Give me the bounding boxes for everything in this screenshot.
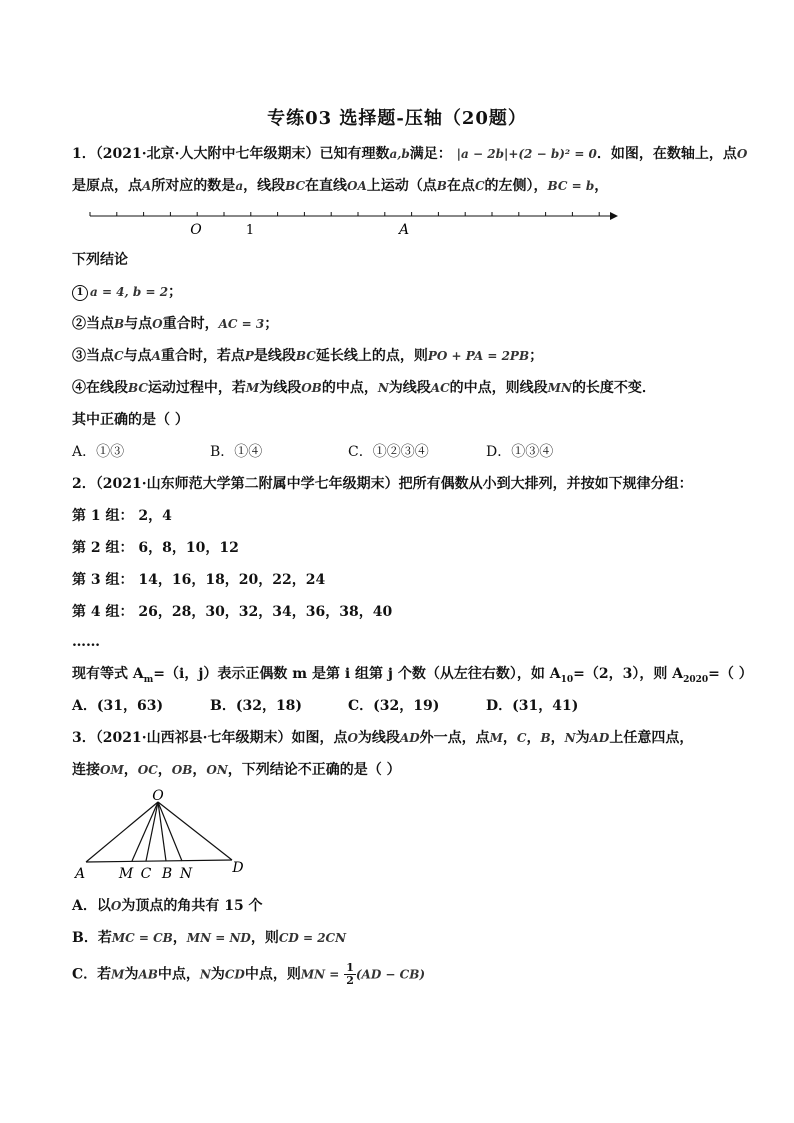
q1-text: 为线段: [388, 380, 431, 396]
q1-conclusions-head: 下列结论: [72, 252, 128, 268]
number-line-figure: [84, 204, 624, 240]
q1-var-oa: OA: [347, 179, 367, 193]
q3-var-o: O: [347, 731, 358, 745]
fraction-denominator: 2: [346, 974, 354, 987]
q1-equation: |a − 2b|+(2 − b)² = 0: [456, 147, 597, 161]
q1-option-b[interactable]: B．①④: [210, 444, 263, 460]
q1-text: 与点: [123, 348, 152, 364]
q2-subscript: 2020: [683, 674, 709, 685]
q1-conclusion-3: [72, 346, 732, 366]
q1-var-bc: BC: [295, 349, 316, 363]
q3-option-c[interactable]: [72, 962, 732, 987]
q1-conclusion-4: [72, 378, 732, 398]
q2-group-4: 第 4 组： 26，28，30，32，34，36，38，40: [72, 604, 393, 620]
q3-text: 中点，则: [244, 966, 301, 983]
q1-c3-math: PO + PA = 2PB: [427, 349, 530, 363]
segment-om: [132, 802, 158, 861]
q3-option-b[interactable]: [72, 928, 732, 948]
q3-var-c: C: [516, 731, 527, 745]
q3-var-ad: AD: [399, 731, 420, 745]
q1-text: 的中点，则线段: [449, 380, 548, 396]
q1-conclusion-2: [72, 314, 732, 334]
q3-text: ，则: [250, 930, 279, 946]
fig-label-o: O: [152, 788, 164, 804]
fig-label-d: D: [232, 860, 244, 876]
q2-group-2: 第 2 组： 6，8，10，12: [72, 540, 239, 556]
q1-stem-line2: [72, 176, 732, 196]
q3-text: ，: [502, 730, 517, 746]
q1-var-bc: BC: [128, 381, 148, 395]
q3-text: 中点，: [157, 966, 200, 983]
q1-text: 是原点，点: [72, 178, 142, 194]
q1-var-c: C: [474, 179, 485, 193]
q1-option-a[interactable]: A．①③: [72, 444, 125, 460]
q1-text: ，: [594, 178, 609, 194]
q3-var-n: N: [564, 731, 576, 745]
q1-var-a-point: A: [142, 179, 152, 193]
q1-var-ab: a,b: [389, 147, 410, 161]
fig-label-c: C: [140, 866, 152, 882]
axis-label-a: A: [398, 222, 410, 238]
q3-var-m: M: [489, 731, 503, 745]
q1-text: ②当点: [72, 316, 114, 332]
q1-var-o: O: [736, 147, 748, 161]
q1-stem-line1: [72, 144, 748, 164]
page-title: 专练03 选择题-压轴（20题）: [267, 108, 527, 129]
q1-var-ob: OB: [301, 381, 322, 395]
q2-options: [72, 696, 732, 716]
q3-stem-line2: [72, 760, 732, 780]
q3-var-ad: AD: [589, 731, 610, 745]
q1-text: 所对应的数是: [151, 178, 236, 194]
q1-var-c: C: [114, 349, 124, 363]
q1-text: 重合时，: [162, 316, 219, 332]
q2-text: =（ ）: [708, 666, 753, 682]
q1-text: 在点: [446, 178, 475, 194]
q2-option-c[interactable]: C．(32，19): [348, 698, 440, 714]
q3-var-ob: OB: [171, 763, 193, 777]
q3-text: C．若: [72, 966, 112, 983]
q1-text: 上运动（点: [366, 178, 437, 194]
q1-text: 为线段: [259, 380, 302, 396]
q3-text: 3．（2021·山西祁县·七年级期末）如图，点: [72, 730, 348, 746]
q3-text: 上任意四点，: [609, 730, 694, 746]
q1-var-n: N: [377, 381, 389, 395]
q3-text: ，下列结论不正确的是（ ）: [227, 762, 401, 778]
q1-text: 的长度不变．: [571, 380, 656, 396]
q3-option-a[interactable]: [72, 896, 732, 916]
q3-var-ab: AB: [138, 967, 158, 982]
q1-conclusion-1: [72, 282, 732, 302]
q1-text: 运动过程中，若: [147, 380, 246, 396]
q1-var-p: P: [244, 349, 254, 363]
q1-text: 的中点，: [321, 380, 378, 396]
q3-stem-line1: [72, 728, 732, 748]
q3-text: 为: [210, 966, 225, 983]
q1-option-c[interactable]: C．①②③④: [348, 444, 429, 460]
q3-var-b: B: [540, 731, 551, 745]
q1-stem-text: 1．（2021·北京·人大附中七年级期末）已知有理数: [72, 146, 390, 162]
q2-subscript: m: [143, 674, 154, 685]
q2-group-1: 第 1 组： 2，4: [72, 508, 172, 524]
q1-var-o: O: [152, 317, 163, 331]
fig-label-n: N: [179, 866, 193, 882]
q3-text: 外一点，点: [419, 730, 490, 746]
q1-text: 重合时，若点: [160, 348, 245, 364]
q3-var-m: M: [111, 967, 125, 982]
q1-var-ac: AC: [430, 381, 450, 395]
q3-text: ，: [157, 762, 172, 778]
q3-math: MN =: [300, 967, 340, 982]
q3-text: 连接: [72, 762, 100, 778]
q3-var-oc: OC: [137, 763, 158, 777]
q3-text: 为线段: [357, 730, 400, 746]
q1-option-d[interactable]: D．①③④: [486, 444, 554, 460]
q2-ellipsis: ……: [72, 634, 100, 650]
q1-stem-text: ．如图，在数轴上，点: [596, 146, 737, 162]
q3-text: ，: [192, 762, 207, 778]
number-line-arrow: [610, 212, 618, 220]
q3-text: ，: [526, 730, 541, 746]
q1-ask: 其中正确的是（ ）: [72, 412, 189, 428]
fraction-numerator: 1: [346, 961, 354, 974]
q3-text: ，: [550, 730, 565, 746]
q1-text: ；: [168, 284, 183, 300]
q2-text: 现有等式 A: [72, 666, 144, 682]
q1-text: ③当点: [72, 348, 114, 364]
q1-var-mn: MN: [547, 381, 572, 395]
q3-var-n: N: [199, 967, 211, 982]
q1-var-b: B: [114, 317, 125, 331]
q3-text: 为顶点的角共有 15 个: [121, 898, 263, 914]
fan-figure: [70, 788, 260, 882]
q1-text: ④在线段: [72, 380, 128, 396]
q1-text: 是线段: [253, 348, 296, 364]
number-line-ticks: [90, 212, 599, 216]
q3-var-on: ON: [206, 763, 228, 777]
q1-var-m: M: [245, 381, 260, 395]
fig-label-b: B: [161, 866, 173, 882]
q1-options: [72, 442, 732, 462]
q2-group-3: 第 3 组： 14，16，18，20，22，24: [72, 572, 326, 588]
q1-var-b: B: [436, 179, 447, 193]
axis-label-o: O: [190, 222, 202, 238]
q3-var-om: OM: [100, 763, 124, 777]
q1-text: 与点: [124, 316, 153, 332]
q3-math: (AD − CB): [355, 967, 426, 982]
q3-text: B．若: [72, 930, 112, 946]
q1-stem-text: 满足：: [409, 146, 452, 162]
q2-option-d[interactable]: D．(31，41): [486, 698, 579, 714]
fig-label-m: M: [118, 866, 134, 882]
q1-bc-eq: BC = b: [547, 179, 595, 193]
q2-text: =（2，3），则 A: [573, 666, 684, 682]
q3-text: A．以: [72, 898, 111, 914]
q2-stem: 2．（2021·山东师范大学第二附属中学七年级期末）把所有偶数从小到大排列，并按如下规律分组：: [72, 476, 693, 492]
q3-text: ，: [172, 930, 187, 946]
q1-text: 延长线上的点，则: [315, 348, 428, 364]
q1-c1-math: a = 4, b = 2: [90, 285, 169, 299]
q3-var-cd: CD: [224, 967, 245, 982]
q1-text: 在直线: [305, 178, 348, 194]
segment-ad: [86, 860, 232, 862]
q3-math: MC = CB: [111, 931, 173, 945]
q2-text: =（i，j）表示正偶数 m 是第 i 组第 j 个数（从左往右数），如 A: [153, 666, 561, 682]
axis-label-one: 1: [245, 223, 255, 238]
q3-math: MN = ND: [186, 931, 251, 945]
q3-math: CD = 2CN: [278, 931, 347, 945]
q3-var-o: O: [110, 899, 122, 913]
q1-c2-math: AC = 3: [218, 317, 265, 331]
fraction-one-half: [344, 962, 356, 987]
q1-text: ，线段: [243, 178, 286, 194]
q2-option-b[interactable]: B．(32，18): [210, 698, 303, 714]
q1-var-a: a: [235, 179, 244, 193]
q1-text: ；: [529, 348, 544, 364]
q1-text: 的左侧），: [484, 178, 548, 194]
q2-question: [72, 664, 753, 690]
q3-text: 为: [575, 730, 590, 746]
fig-label-a: A: [74, 866, 86, 882]
segment-od: [158, 802, 232, 860]
q1-var-bc: BC: [285, 179, 306, 193]
q2-option-a[interactable]: A．(31，63): [72, 698, 164, 714]
circled-number-1: 1: [72, 285, 88, 301]
q3-text: ，: [123, 762, 138, 778]
q3-text: 为: [124, 966, 139, 983]
q2-subscript: 10: [560, 674, 574, 685]
q1-var-a-point: A: [151, 349, 161, 363]
q1-text: ；: [264, 316, 279, 332]
